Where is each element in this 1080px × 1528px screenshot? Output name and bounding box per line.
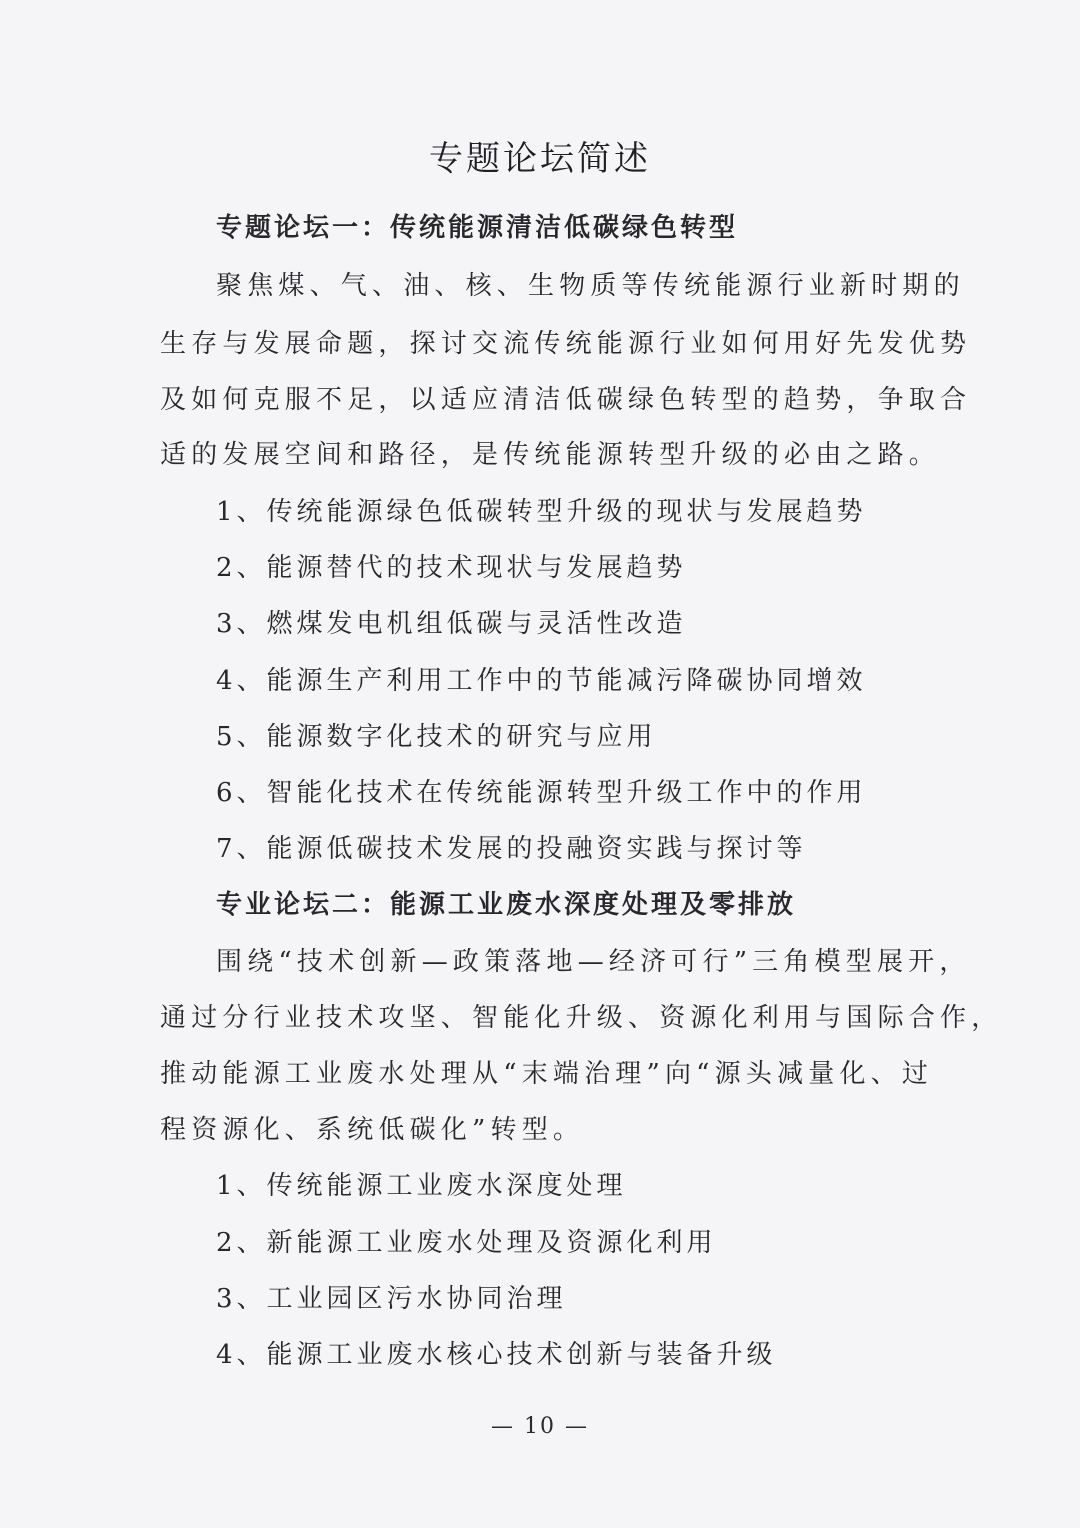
forum-2-paragraph-line: 围绕“技术创新—政策落地—经济可行”三角模型展开，	[216, 947, 971, 977]
forum-1-paragraph-line: 生存与发展命题，探讨交流传统能源行业如何用好先发优势	[160, 329, 972, 359]
forum-2-paragraph-line: 程资源化、系统低碳化”转型。	[160, 1115, 585, 1145]
forum-1-heading: 专题论坛一：传统能源清洁低碳绿色转型	[216, 213, 739, 243]
page-number: — 10 —	[491, 1414, 589, 1439]
forum-2-heading: 专业论坛二：能源工业废水深度处理及零排放	[216, 890, 797, 920]
forum-2-list-item: 3、工业园区污水协同治理	[216, 1284, 567, 1314]
page-title: 专题论坛简述	[429, 139, 651, 179]
forum-1-list-item: 4、能源生产利用工作中的节能减污降碳协同增效	[216, 666, 867, 696]
forum-1-list-item: 5、能源数字化技术的研究与应用	[216, 722, 657, 752]
forum-1-list-item: 3、燃煤发电机组低碳与灵活性改造	[216, 609, 687, 639]
forum-1-list-item: 2、能源替代的技术现状与发展趋势	[216, 553, 687, 583]
forum-1-paragraph-line: 聚焦煤、气、油、核、生物质等传统能源行业新时期的	[216, 271, 965, 301]
forum-2-list-item: 4、能源工业废水核心技术创新与装备升级	[216, 1340, 777, 1370]
forum-1-list-item: 1、传统能源绿色低碳转型升级的现状与发展趋势	[216, 497, 867, 527]
forum-2-paragraph-line: 推动能源工业废水处理从“末端治理”向“源头减量化、过	[160, 1059, 934, 1089]
forum-2-list-item: 2、新能源工业废水处理及资源化利用	[216, 1228, 717, 1258]
forum-2-list-item: 1、传统能源工业废水深度处理	[216, 1171, 627, 1201]
forum-1-paragraph-line: 适的发展空间和路径，是传统能源转型升级的必由之路。	[160, 440, 941, 470]
forum-1-paragraph-line: 及如何克服不足，以适应清洁低碳绿色转型的趋势，争取合	[160, 385, 972, 415]
forum-2-paragraph-line: 通过分行业技术攻坚、智能化升级、资源化利用与国际合作，	[160, 1003, 1003, 1033]
forum-1-list-item: 6、智能化技术在传统能源转型升级工作中的作用	[216, 778, 867, 808]
forum-1-list-item: 7、能源低碳技术发展的投融资实践与探讨等	[216, 834, 807, 864]
